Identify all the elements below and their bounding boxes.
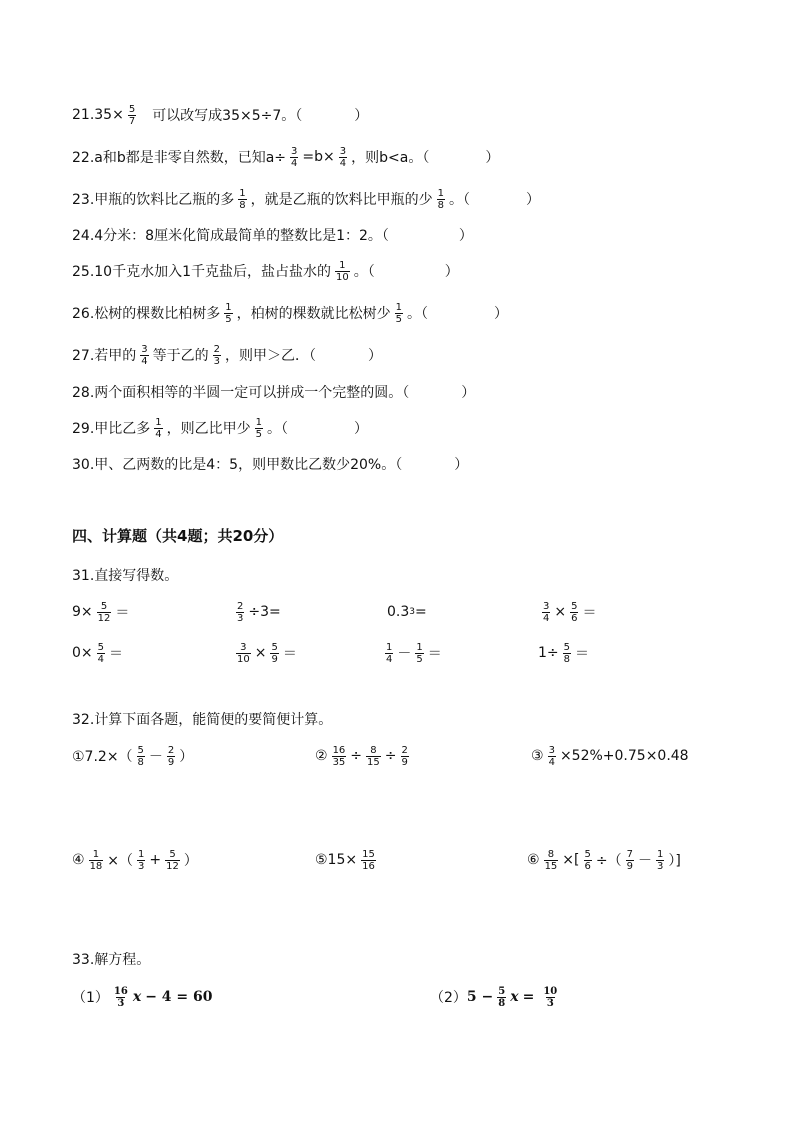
fraction: $\frac{3}{4}$ bbox=[291, 145, 298, 169]
expr-text: ③ bbox=[531, 748, 544, 764]
equation-1 bbox=[72, 982, 213, 1012]
equation-label: （2） bbox=[430, 990, 467, 1006]
question-25 bbox=[72, 256, 459, 286]
question-26 bbox=[72, 298, 508, 328]
expr-text: ＝ bbox=[427, 646, 442, 662]
fraction: $\frac{2}{9}$ bbox=[167, 744, 175, 768]
fraction: $\frac{8}{15}$ bbox=[367, 744, 380, 768]
q27-text-3: ，则甲＞乙．（ bbox=[225, 348, 317, 364]
expr-text: 1÷ bbox=[538, 645, 559, 661]
q31-item bbox=[72, 597, 129, 627]
expr-text: ④ bbox=[72, 852, 85, 868]
expr-text: ÷3= bbox=[248, 604, 281, 620]
fraction: $\frac{3}{10}$ bbox=[237, 641, 250, 665]
fraction: $\frac{1}{8}$ bbox=[437, 187, 445, 211]
fraction: $\frac{1}{5}$ bbox=[255, 416, 263, 440]
close-paren: ） bbox=[368, 348, 383, 364]
q32-problem-2 bbox=[315, 741, 413, 771]
q25-text: 25.10千克水加入1千克盐后，盐占盐水的 bbox=[72, 264, 331, 280]
fraction: $\frac{16}{3}$ bbox=[113, 985, 128, 1009]
q32-title: 32.计算下面各题，能简便的要简便计算。 bbox=[72, 712, 333, 728]
expr-text: 0.3 bbox=[387, 604, 410, 620]
equation-text: − 4 = 60 bbox=[145, 989, 213, 1005]
fraction: $\frac{3}{4}$ bbox=[543, 600, 550, 624]
expr-text: ＝ bbox=[115, 605, 130, 621]
close-paren: ） bbox=[461, 385, 476, 401]
q21-text: 21.35× bbox=[72, 107, 124, 123]
fraction: $\frac{1}{4}$ bbox=[155, 416, 162, 440]
fraction: $\frac{1}{10}$ bbox=[336, 259, 349, 283]
question-23 bbox=[72, 184, 540, 214]
q29-text-2: ，则乙比甲少 bbox=[166, 421, 251, 437]
q22-text-2: =b× bbox=[302, 149, 335, 165]
q22-text-3: ，则b<a。（ bbox=[351, 150, 430, 166]
fraction: $\frac{1}{3}$ bbox=[656, 848, 664, 872]
fraction: $\frac{5}{7}$ bbox=[128, 103, 136, 127]
expr-text: ＝ bbox=[282, 646, 297, 662]
close-paren: ） bbox=[354, 421, 369, 437]
q31-item bbox=[72, 638, 123, 668]
q29-text-3: 。（ bbox=[267, 421, 289, 437]
expr-text: ①7.2×（ bbox=[72, 749, 133, 765]
close-paren: ） bbox=[354, 108, 369, 124]
close-paren: ） bbox=[454, 457, 469, 473]
expr-text: ） bbox=[179, 749, 194, 765]
expr-text: = bbox=[415, 604, 427, 620]
fraction: $\frac{1}{18}$ bbox=[89, 848, 103, 872]
close-paren: ） bbox=[458, 228, 473, 244]
fraction: $\frac{5}{8}$ bbox=[498, 985, 506, 1009]
q32-problem-5 bbox=[315, 845, 380, 875]
close-paren: ） bbox=[444, 264, 459, 280]
fraction: $\frac{2}{3}$ bbox=[237, 600, 244, 624]
fraction: $\frac{3}{4}$ bbox=[339, 145, 347, 169]
q27-text-2: 等于乙的 bbox=[152, 348, 209, 364]
q32-problem-6 bbox=[527, 845, 681, 875]
equation-2 bbox=[430, 982, 562, 1012]
equation-text: = bbox=[522, 989, 535, 1005]
q33-title: 33.解方程。 bbox=[72, 952, 151, 968]
expr-text: 0× bbox=[72, 645, 93, 661]
q25-text-2: 。（ bbox=[353, 264, 375, 280]
q31-item bbox=[232, 597, 281, 627]
expr-text: ） bbox=[183, 853, 198, 869]
close-paren: ） bbox=[485, 150, 500, 166]
expr-text: ×[ bbox=[562, 852, 580, 868]
expr-text: ÷ bbox=[384, 748, 397, 764]
fraction: $\frac{1}{8}$ bbox=[239, 187, 246, 211]
q24-text: 24.4分米：8厘米化简成最简单的整数比是1：2。（ bbox=[72, 228, 389, 244]
fraction: $\frac{5}{8}$ bbox=[137, 744, 144, 768]
close-paren: ） bbox=[526, 192, 541, 208]
fraction: $\frac{1}{4}$ bbox=[386, 641, 393, 665]
expr-text: ÷ bbox=[350, 748, 363, 764]
q32-problem-3 bbox=[531, 741, 689, 771]
exponent: 3 bbox=[409, 607, 415, 617]
q31-item bbox=[387, 597, 427, 627]
q31-item bbox=[232, 638, 297, 668]
fraction: $\frac{7}{9}$ bbox=[626, 848, 633, 872]
expr-text: ＝ bbox=[575, 646, 590, 662]
q32-problem-4 bbox=[72, 845, 198, 875]
q30-text: 30.甲、乙两数的比是4：5，则甲数比乙数少20%。（ bbox=[72, 457, 403, 473]
expr-text: 9× bbox=[72, 604, 93, 620]
fraction: $\frac{16}{35}$ bbox=[332, 744, 346, 768]
fraction: $\frac{1}{5}$ bbox=[416, 641, 423, 665]
q26-text-3: 。（ bbox=[407, 306, 429, 322]
equation-label: （1） bbox=[72, 990, 109, 1006]
expr-text: ② bbox=[315, 748, 328, 764]
fraction: $\frac{5}{4}$ bbox=[97, 641, 105, 665]
fraction: $\frac{5}{9}$ bbox=[271, 641, 278, 665]
expr-text: ×52%+0.75×0.48 bbox=[559, 748, 689, 764]
section-heading: 四、计算题（共4题；共20分） bbox=[72, 527, 284, 545]
fraction: $\frac{8}{15}$ bbox=[544, 848, 558, 872]
expr-text: × bbox=[254, 645, 267, 661]
fraction: $\frac{5}{12}$ bbox=[97, 600, 111, 624]
expr-text: × bbox=[554, 604, 567, 620]
expr-text: ＝ bbox=[109, 646, 124, 662]
q27-text: 27.若甲的 bbox=[72, 348, 137, 364]
expr-text: + bbox=[149, 852, 162, 868]
fraction: $\frac{2}{3}$ bbox=[213, 343, 221, 367]
fraction: $\frac{1}{5}$ bbox=[225, 301, 232, 325]
expr-text: ＝ bbox=[582, 605, 597, 621]
equation-variable: x bbox=[132, 989, 142, 1005]
fraction: $\frac{5}{6}$ bbox=[571, 600, 578, 624]
expr-text: － bbox=[637, 853, 652, 869]
expr-text: ÷（ bbox=[595, 853, 622, 869]
fraction: $\frac{1}{3}$ bbox=[138, 848, 145, 872]
fraction: $\frac{3}{4}$ bbox=[141, 343, 148, 367]
q22-text: 22.a和b都是非零自然数，已知a÷ bbox=[72, 150, 287, 166]
q32-problem-1 bbox=[72, 741, 193, 771]
q23-text-2: ，就是乙瓶的饮料比甲瓶的少 bbox=[250, 192, 433, 208]
q26-text-2: ，柏树的棵数就比松树少 bbox=[236, 306, 391, 322]
question-24 bbox=[72, 220, 473, 250]
fraction: $\frac{5}{8}$ bbox=[563, 641, 571, 665]
fraction: $\frac{2}{9}$ bbox=[401, 744, 408, 768]
expr-text: － bbox=[148, 749, 163, 765]
fraction: $\frac{1}{5}$ bbox=[395, 301, 403, 325]
question-28 bbox=[72, 377, 475, 407]
fraction: $\frac{3}{4}$ bbox=[548, 744, 555, 768]
q26-text: 26.松树的棵数比柏树多 bbox=[72, 306, 221, 322]
expr-text: ⑥ bbox=[527, 852, 540, 868]
expr-text: ×（ bbox=[107, 853, 134, 869]
equation-text: 5 − bbox=[466, 989, 494, 1005]
q31-item bbox=[538, 597, 596, 627]
fraction: $\frac{5}{12}$ bbox=[166, 848, 179, 872]
question-29 bbox=[72, 413, 368, 443]
expr-text: ⑤15× bbox=[315, 852, 358, 868]
q23-text: 23.甲瓶的饮料比乙瓶的多 bbox=[72, 192, 235, 208]
q29-text: 29.甲比乙多 bbox=[72, 421, 151, 437]
q28-text: 28.两个面积相等的半圆一定可以拼成一个完整的圆。（ bbox=[72, 385, 410, 401]
equation-variable: x bbox=[510, 989, 519, 1005]
q23-text-3: 。（ bbox=[449, 192, 471, 208]
question-30 bbox=[72, 449, 468, 479]
question-27 bbox=[72, 340, 382, 370]
fraction: $\frac{5}{6}$ bbox=[584, 848, 591, 872]
close-paren: ） bbox=[494, 306, 509, 322]
q31-item bbox=[538, 638, 589, 668]
fraction: $\frac{10}{3}$ bbox=[543, 985, 558, 1009]
question-21 bbox=[72, 100, 368, 130]
fraction: $\frac{15}{16}$ bbox=[362, 848, 375, 872]
q21-text-2: 可以改写成35×5÷7。（ bbox=[152, 108, 303, 124]
q31-title: 31.直接写得数。 bbox=[72, 568, 179, 584]
q31-item bbox=[381, 638, 442, 668]
question-22 bbox=[72, 142, 499, 172]
expr-text: ）] bbox=[668, 853, 681, 869]
expr-text: － bbox=[397, 646, 412, 662]
